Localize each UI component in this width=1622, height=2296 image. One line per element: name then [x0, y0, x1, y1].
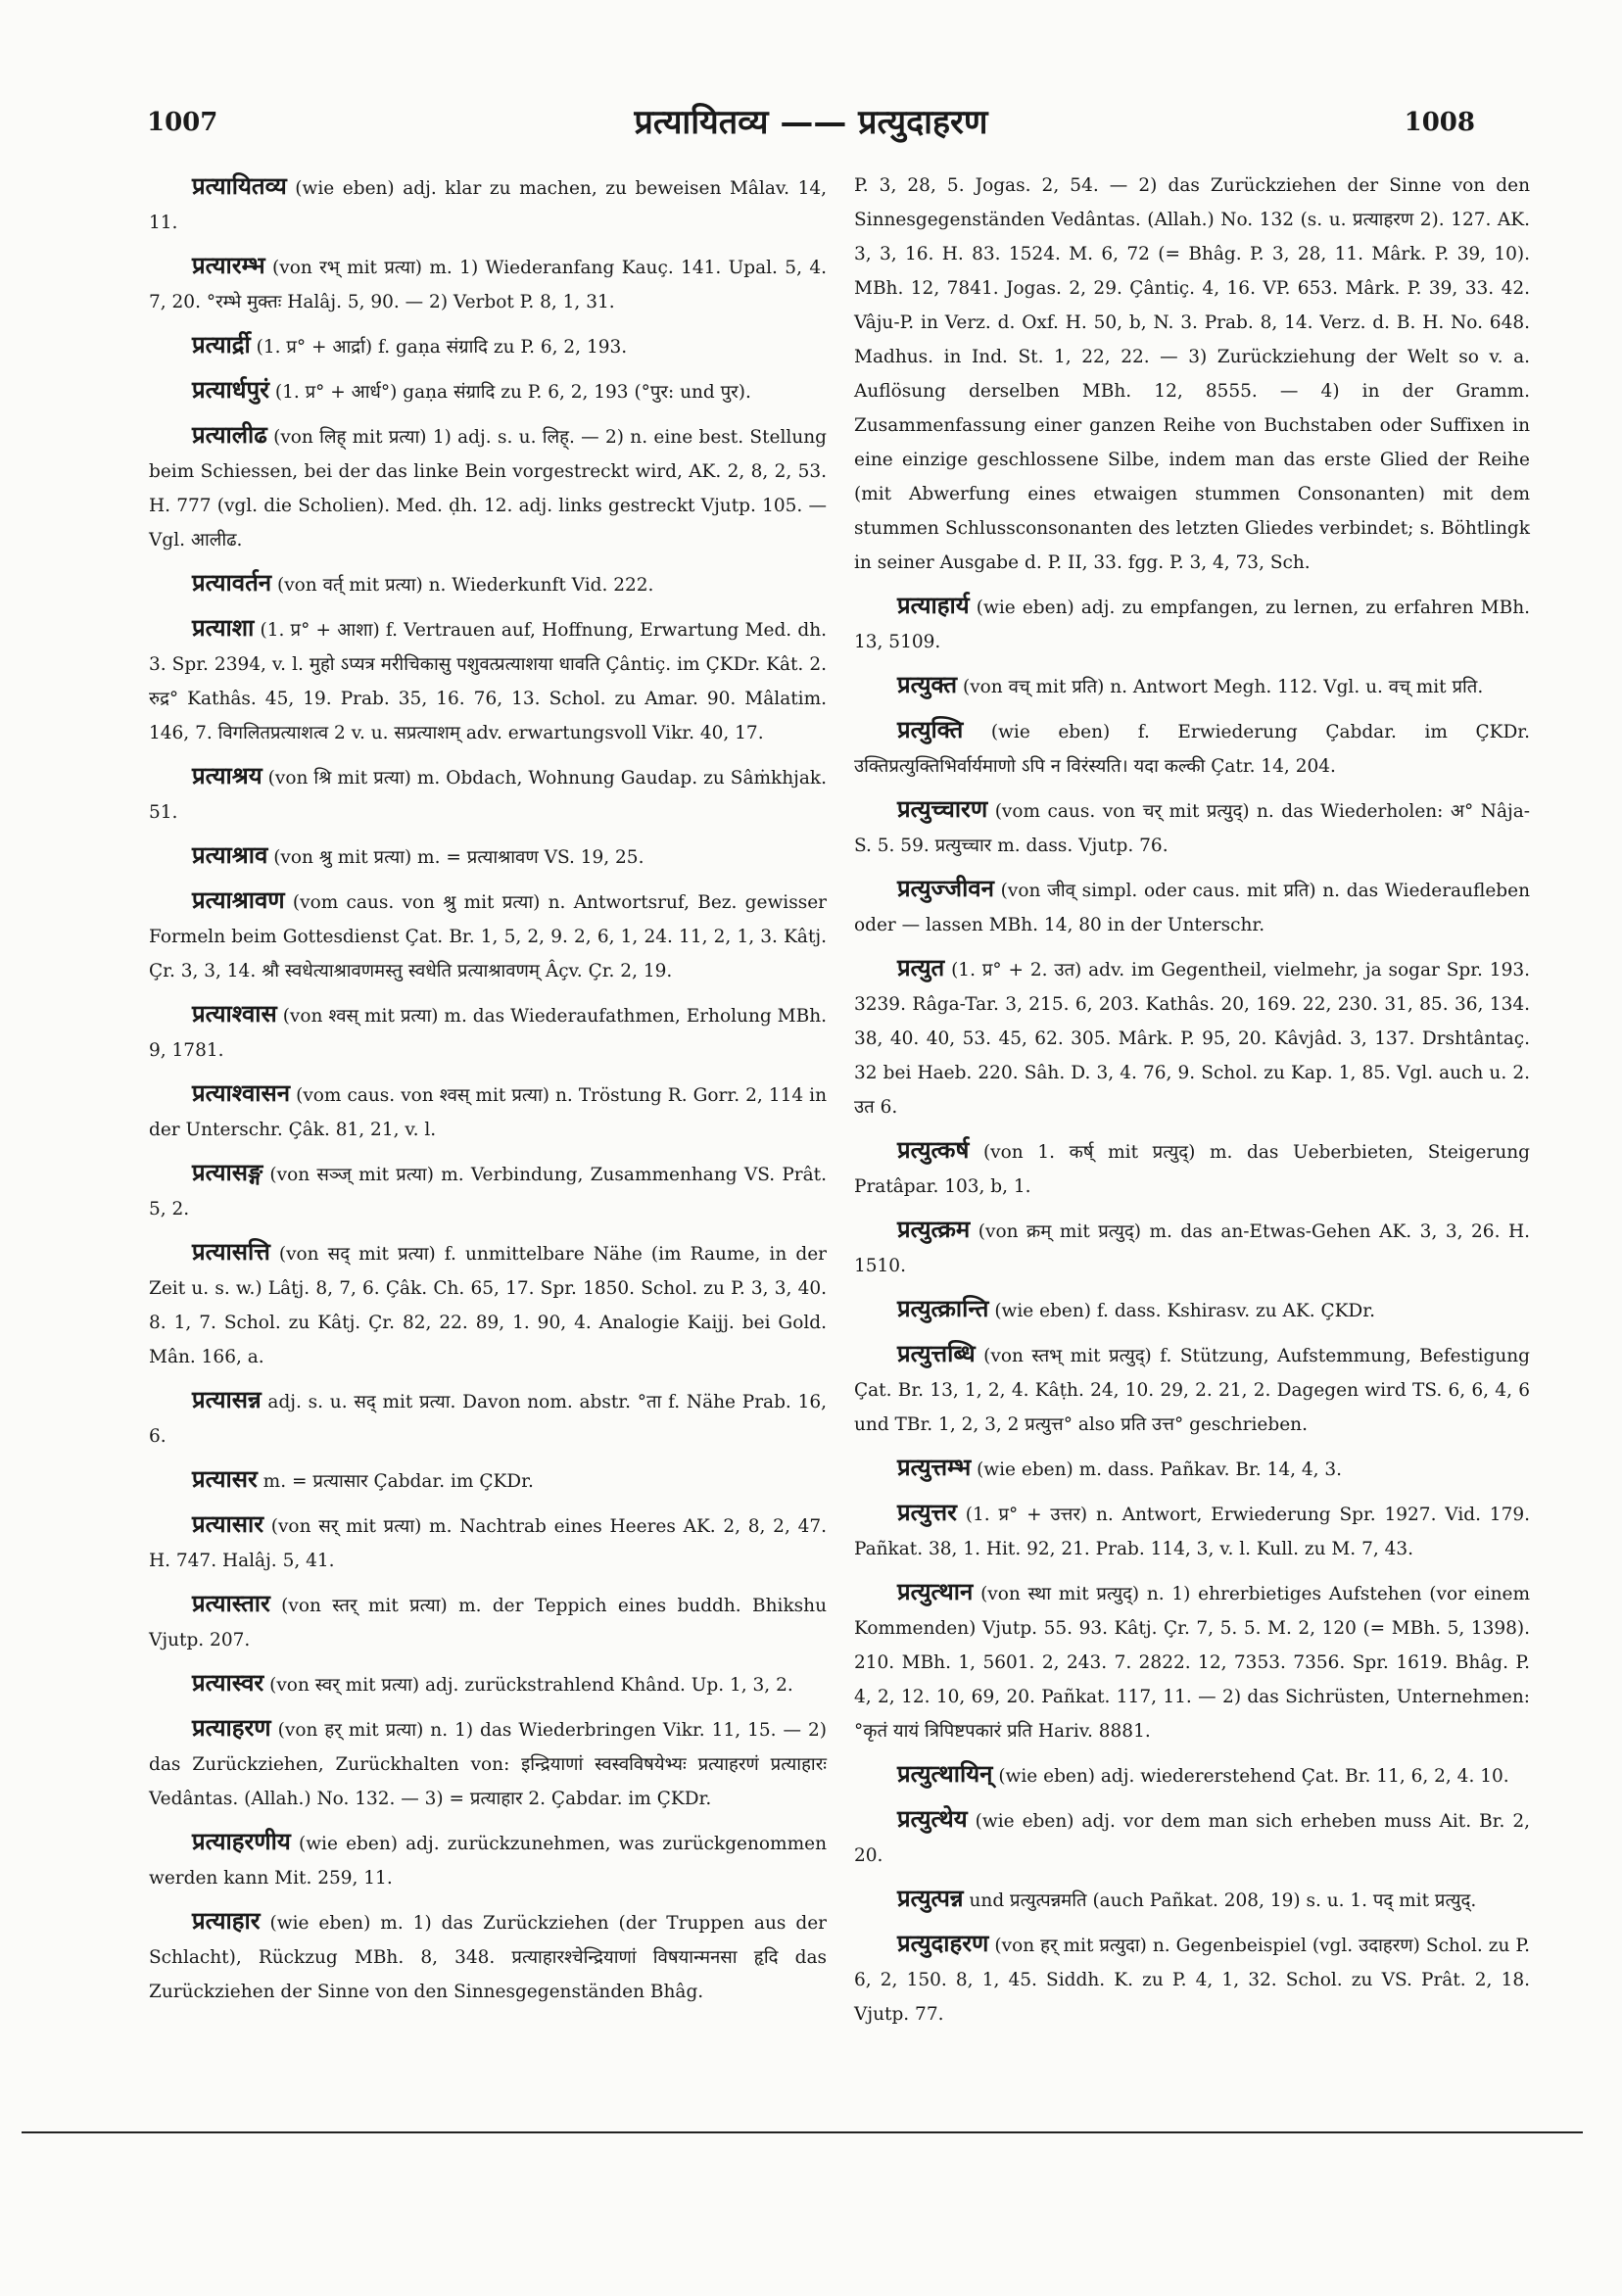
entry-text: (1. प्र° + आशा) f. Vertrauen auf, Hoffnung, Erwartung Med. dh. 3. Spr. 2394, v. l. मुहो ऽप्यत्र मरीचिकासु पशुवत्प्रत्याशया धावति Çântiç. im ÇKDr. Kât. 2. रुद्र° Kathâs. 45, 19. Prab. 35, 16. 76, 13. Schol. zu Amar. 90. Mâlatim. 146, 7. विगलितप्रत्याशत्व 2 v. u. सप्रत्याशम् adv. erwartungsvoll Vikr. 40, 17.: [149, 620, 827, 743]
dictionary-entry: [149, 417, 827, 557]
entry-headword: प्रत्यारम्भ: [192, 251, 265, 279]
entry-headword: प्रत्याहार: [192, 1906, 261, 1935]
dictionary-entry: [854, 168, 1530, 580]
entry-text: (von स्वर् mit प्रत्या) adj. zurückstrahlend Khând. Up. 1, 3, 2.: [263, 1675, 793, 1696]
dictionary-entry: [854, 1450, 1530, 1487]
entry-text: (vom caus. von चर् mit प्रत्युद्) n. das Wiederholen: अ° Nâja-S. 5. 59. प्रत्युच्चार m. dass. Vjutp. 76.: [854, 801, 1530, 856]
entry-text: (von जीव् simpl. oder caus. mit प्रति) n. das Wiederaufleben oder — lassen MBh. 14, 80 in der Unterschr.: [854, 881, 1530, 935]
entry-text: (wie eben) m. 1) das Zurückziehen (der Truppen aus der Schlacht), Rückzug MBh. 8, 348. प्रत्याहारश्चेन्द्रियाणां विषयान्मनसा हृदि das Zurückziehen der Sinne von den Sinnesgegenständen Bhâg.: [149, 1913, 827, 2002]
entry-text: (von सञ्ज् mit प्रत्या) m. Verbindung, Zusammenhang VS. Prât. 5, 2.: [149, 1165, 827, 1220]
entry-text: (1. प्र° + उत्तर) n. Antwort, Erwiederung Spr. 1927. Vid. 179. Pañkat. 38, 1. Hit. 92, 21. Prab. 114, 3, v. l. Kull. zu M. 7, 43.: [854, 1505, 1530, 1559]
entry-headword: प्रत्युत्क्रान्ति: [897, 1294, 989, 1322]
dictionary-entry: [149, 1076, 827, 1147]
entry-text: (von स्तर् mit प्रत्या) m. der Teppich eines buddh. Bhikshu Vjutp. 207.: [149, 1596, 827, 1650]
entry-headword: प्रत्यार्द्री: [192, 330, 251, 359]
entry-text: (von क्रम् mit प्रत्युद्) m. das an-Etwas-Gehen AK. 3, 3, 26. H. 1510.: [854, 1221, 1530, 1276]
dictionary-entry: [149, 248, 827, 319]
dictionary-entry: [149, 168, 827, 240]
entry-headword: प्रत्याहार्य: [897, 591, 970, 619]
dictionary-entry: [854, 950, 1530, 1124]
dictionary-entry: [854, 1574, 1530, 1748]
dictionary-entry: [149, 610, 827, 750]
entry-headword: प्रत्यास्वर: [192, 1668, 264, 1697]
entry-text: (von श्रि mit प्रत्या) m. Obdach, Wohnung Gaudap. zu Sâṁkhjak. 51.: [149, 768, 827, 823]
dictionary-entry: [854, 1926, 1530, 2032]
entry-headword: प्रत्युच्चारण: [897, 794, 988, 823]
entry-headword: प्रत्याश्राव: [192, 840, 268, 869]
entry-text: (wie eben) adj. klar zu machen, zu beweisen Mâlav. 14, 11.: [149, 178, 827, 233]
entry-headword: प्रत्यासन्न: [192, 1385, 262, 1413]
entry-headword: प्रत्यावर्तन: [192, 568, 272, 597]
entry-text: (wie eben) m. dass. Pañkav. Br. 14, 4, 3.: [971, 1459, 1343, 1480]
entry-headword: प्रत्युत्थान: [897, 1577, 974, 1605]
entry-text: (von सद् mit प्रत्या) f. unmittelbare Nähe (im Raume, in der Zeit u. s. w.) Lâṭj. 8, 7, 6. Çâk. Ch. 65, 17. Spr. 1850. Schol. zu P. 3, 3, 40. 8. 1, 7. Schol. zu Kâtj. Çr. 82, 22. 89, 1. 90, 4. Analogie Kaijj. bei Gold. Mân. 166, a.: [149, 1244, 827, 1367]
entry-headword: प्रत्यासङ्ग: [192, 1158, 263, 1186]
dictionary-entry: [149, 1665, 827, 1702]
left-column: [149, 168, 827, 2017]
entry-text: (wie eben) adj. wiedererstehend Çat. Br. 11, 6, 2, 4. 10.: [992, 1766, 1509, 1787]
entry-text: (von सर् mit प्रत्या) m. Nachtrab eines Heeres AK. 2, 8, 2, 47. H. 747. Halâj. 5, 41.: [149, 1516, 827, 1571]
entry-text: (von 1. कर्ष् mit प्रत्युद्) m. das Ueberbieten, Steigerung Pratâpar. 103, b, 1.: [854, 1142, 1530, 1197]
page-number-right: 1008: [1404, 108, 1475, 137]
entry-headword: प्रत्युत्तब्धि: [897, 1339, 976, 1367]
entry-headword: प्रत्यासर: [192, 1464, 258, 1493]
entry-headword: प्रत्युज्जीवन: [897, 874, 994, 902]
dictionary-entry: [149, 1507, 827, 1578]
dictionary-entry: [149, 1234, 827, 1374]
entry-headword: प्रत्युत्कर्ष: [897, 1135, 970, 1164]
entry-text: (wie eben) adj. zu empfangen, zu lernen, zu erfahren MBh. 13, 5109.: [854, 598, 1530, 652]
entry-headword: प्रत्यालीढ: [192, 420, 267, 449]
dictionary-entry: [149, 758, 827, 830]
dictionary-entry: [149, 1824, 827, 1895]
entry-text: (von हर् mit प्रत्युदा) n. Gegenbeispiel (vgl. उदाहरण) Schol. zu P. 6, 2, 150. 8, 1, 45. Siddh. K. zu P. 4, 1, 32. Schol. zu VS. Prât. 2, 18. Vjutp. 77.: [854, 1936, 1530, 2025]
dictionary-entry: [854, 1495, 1530, 1566]
dictionary-entry: [149, 996, 827, 1068]
entry-text: (wie eben) f. Erwiederung Çabdar. im ÇKDr. उक्तिप्रत्युक्तिभिर्वार्यमाणो ऽपि न विरंस्यति। यदा कल्की Çatr. 14, 204.: [854, 722, 1530, 777]
entry-text: (von रभ् mit प्रत्या) m. 1) Wiederanfang Kauç. 141. Upal. 5, 4. 7, 20. °रम्भे मुक्तः Halâj. 5, 90. — 2) Verbot P. 8, 1, 31.: [149, 258, 827, 312]
entry-headword: प्रत्यासत्ति: [192, 1237, 270, 1266]
dictionary-entry: [149, 565, 827, 602]
dictionary-entry: [149, 1155, 827, 1226]
entry-headword: प्रत्युत्थेय: [897, 1804, 968, 1833]
entry-headword: प्रत्युत: [897, 953, 945, 981]
page-number-left: 1007: [147, 108, 218, 137]
dictionary-entry: [149, 372, 827, 409]
dictionary-entry: [149, 883, 827, 988]
entry-headword: प्रत्याश्वासन: [192, 1078, 291, 1107]
entry-headword: प्रत्यास्तार: [192, 1589, 270, 1617]
entry-text: (von हर् mit प्रत्या) n. 1) das Wiederbringen Vikr. 11, 15. — 2) das Zurückziehen, Zurückhalten von: इन्द्रियाणां स्वस्वविषयेभ्यः प्रत्याहरणं प्रत्याहारः Vedântas. (Allah.) No. 132. — 3) = प्रत्याहार 2. Çabdar. im ÇKDr.: [149, 1720, 827, 1809]
entry-text: (wie eben) adj. vor dem man sich erheben muss Ait. Br. 2, 20.: [854, 1811, 1530, 1866]
dictionary-entry: [854, 1336, 1530, 1442]
entry-text: (vom caus. von श्वस् mit प्रत्या) n. Tröstung R. Gorr. 2, 114 in der Unterschr. Çâk. 81, 21, v. l.: [149, 1085, 827, 1140]
entry-headword: प्रत्युत्पन्न: [897, 1884, 964, 1912]
dictionary-entry: [854, 1801, 1530, 1873]
entry-headword: प्रत्युक्त: [897, 670, 958, 698]
dictionary-entry: [149, 1903, 827, 2009]
entry-text: adj. s. u. सद् mit प्रत्या. Davon nom. abstr. °ता f. Nähe Prab. 16, 6.: [149, 1392, 827, 1447]
dictionary-entry: [854, 1756, 1530, 1794]
dictionary-entry: [854, 588, 1530, 659]
entry-text: (wie eben) f. dass. Kshirasv. zu AK. ÇKDr.: [988, 1301, 1375, 1321]
entry-text: (wie eben) adj. zurückzunehmen, was zurückgenommen werden kann Mit. 259, 11.: [149, 1834, 827, 1889]
dictionary-entry: [149, 1586, 827, 1657]
dictionary-entry: [854, 1132, 1530, 1204]
entry-text: (vom caus. von श्रु mit प्रत्या) n. Antwortsruf, Bez. gewisser Formeln beim Gottesdienst Çat. Br. 1, 5, 2, 9. 2, 6, 1, 24. 11, 2, 1, 3. Kâtj. Çr. 3, 3, 14. श्रौ स्वधेत्याश्रावणमस्तु स्वधेति प्रत्याश्रावणम् Âçv. Çr. 2, 19.: [149, 892, 827, 981]
footer-rule: [22, 2131, 1583, 2133]
dictionary-entry: [854, 667, 1530, 704]
entry-text: (von श्वस् mit प्रत्या) m. das Wiederaufathmen, Erholung MBh. 9, 1781.: [149, 1006, 827, 1061]
entry-headword: प्रत्युत्क्रम: [897, 1215, 971, 1243]
entry-text: (1. प्र° + आर्द्रा) f. gaṇa संग्रादि zu P. 6, 2, 193.: [250, 337, 628, 358]
entry-text: (von स्था mit प्रत्युद्) n. 1) ehrerbietiges Aufstehen (vor einem Kommenden) Vjutp. 55. 93. Kâtj. Çr. 7, 5. 5. M. 2, 120 (= MBh. 5, 1398). 210. MBh. 1, 5601. 2, 243. 7. 2822. 12, 7353. 7356. Spr. 1619. Bhâg. P. 4, 2, 12. 10, 69, 20. Pañkat. 117, 11. — 2) das Sichrüsten, Unternehmen: °कृतं यायं त्रिपिष्टपकारं प्रति Hariv. 8881.: [854, 1584, 1530, 1742]
dictionary-entry: [854, 1212, 1530, 1283]
entry-headword: प्रत्याश्वास: [192, 999, 277, 1028]
dictionary-entry: [854, 791, 1530, 863]
entry-headword: प्रत्याश्रय: [192, 761, 262, 789]
entry-text: (1. प्र° + 2. उत) adv. im Gegentheil, vielmehr, ja sogar Spr. 193. 3239. Râga-Tar. 3, 215. 6, 203. Kathâs. 20, 169. 22, 230. 31, 85. 36, 134. 38, 40. 40, 53. 45, 62. 305. Mârk. P. 95, 20. Kâvjâd. 3, 137. Drshtântaç. 32 bei Haeb. 220. Sâh. D. 3, 4. 76, 9. Schol. zu Kap. 1, 85. Vgl. auch u. 2. उत 6.: [854, 960, 1530, 1118]
entry-headword: प्रत्युदाहरण: [897, 1929, 989, 1957]
entry-headword: प्रत्यार्धपुरं: [192, 375, 269, 404]
dictionary-entry: [854, 1291, 1530, 1328]
entry-text: (von वर्त् mit प्रत्या) n. Wiederkunft Vid. 222.: [271, 575, 654, 596]
right-column: [854, 168, 1530, 2039]
entry-headword: प्रत्युत्थायिन्: [897, 1759, 993, 1788]
dictionary-entry: [149, 1461, 827, 1499]
entry-text: und प्रत्युत्पन्नमति (auch Pañkat. 208, 19) s. u. 1. पद् mit प्रत्युद्.: [963, 1890, 1477, 1911]
running-title: प्रत्यायितव्य —— प्रत्युदाहरण: [634, 103, 988, 142]
entry-text: (von लिह् mit प्रत्या) 1) adj. s. u. लिह्. — 2) n. eine best. Stellung beim Schiessen, bei der das linke Bein vorgestreckt wird, AK. 2, 8, 2, 53. H. 777 (vgl. die Scholien). Med. ḍh. 12. adj. links gestreckt Vjutp. 105. — Vgl. आलीढ.: [149, 427, 827, 550]
dictionary-entry: [854, 1881, 1530, 1918]
entry-text: (1. प्र° + आर्ध°) gaṇa संग्रादि zu P. 6, 2, 193 (°पुर: und पुर).: [268, 382, 751, 403]
entry-headword: प्रत्यासार: [192, 1509, 264, 1538]
entry-text: m. = प्रत्यासार Çabdar. im ÇKDr.: [257, 1471, 534, 1492]
entry-headword: प्रत्याहरण: [192, 1713, 271, 1742]
dictionary-entry: [149, 327, 827, 364]
entry-headword: प्रत्युत्तर: [897, 1498, 957, 1526]
dictionary-entry: [149, 1382, 827, 1454]
entry-headword: प्रत्याहरणीय: [192, 1827, 291, 1855]
dictionary-entry: [854, 712, 1530, 784]
entry-headword: प्रत्याश्रावण: [192, 885, 285, 914]
entry-headword: प्रत्यायितव्य: [192, 171, 287, 200]
entry-text: (von स्तभ् mit प्रत्युद्) f. Stützung, Aufstemmung, Befestigung Çat. Br. 13, 1, 2, 4. Kâṭh. 24, 10. 29, 2. 21, 2. Dagegen wird TS. 6, 6, 4, 6 und TBr. 1, 2, 3, 2 प्रत्युत्त° also प्रति उत्त° geschrieben.: [854, 1346, 1530, 1435]
page-header: [147, 94, 1475, 153]
entry-text: (von वच् mit प्रति) n. Antwort Megh. 112. Vgl. u. वच् mit प्रति.: [957, 677, 1484, 697]
dictionary-entry: [854, 871, 1530, 942]
dictionary-entry: [149, 837, 827, 875]
entry-text: P. 3, 28, 5. Jogas. 2, 54. — 2) das Zurückziehen der Sinne von den Sinnesgegenständen Vedântas. (Allah.) No. 132 (s. u. प्रत्याहरण 2). 127. AK. 3, 3, 16. H. 83. 1524. M. 6, 72 (= Bhâg. P. 3, 28, 11. Mârk. P. 39, 10). MBh. 12, 7841. Jogas. 2, 29. Çântiç. 4, 16. VP. 653. Mârk. P. 39, 33. 42. Vâju-P. in Verz. d. Oxf. H. 50, b, N. 3. Prab. 8, 14. Verz. d. B. H. No. 648. Madhus. in Ind. St. 1, 22, 22. — 3) Zurückziehung der Welt so v. a. Auflösung derselben MBh. 12, 8555. — 4) in der Gramm. Zusammenfassung einer ganzen Reihe von Buchstaben oder Suffixen in eine einzige geschlossene Silbe, indem man das erste Glied der Reihe (mit Abwerfung eines etwaigen stummen Consonanten) mit dem stummen Schlussconsonanten des letzten Gliedes verbindet; s. Böhtlingk in seiner Ausgabe d. P. II, 33. fgg. P. 3, 4, 73, Sch.: [854, 175, 1530, 573]
entry-headword: प्रत्याशा: [192, 613, 255, 642]
dictionary-entry: [149, 1710, 827, 1816]
entry-headword: प्रत्युत्तम्भ: [897, 1453, 972, 1481]
entry-headword: प्रत्युक्ति: [897, 715, 964, 743]
entry-text: (von श्रु mit प्रत्या) m. = प्रत्याश्रावण VS. 19, 25.: [267, 847, 644, 868]
